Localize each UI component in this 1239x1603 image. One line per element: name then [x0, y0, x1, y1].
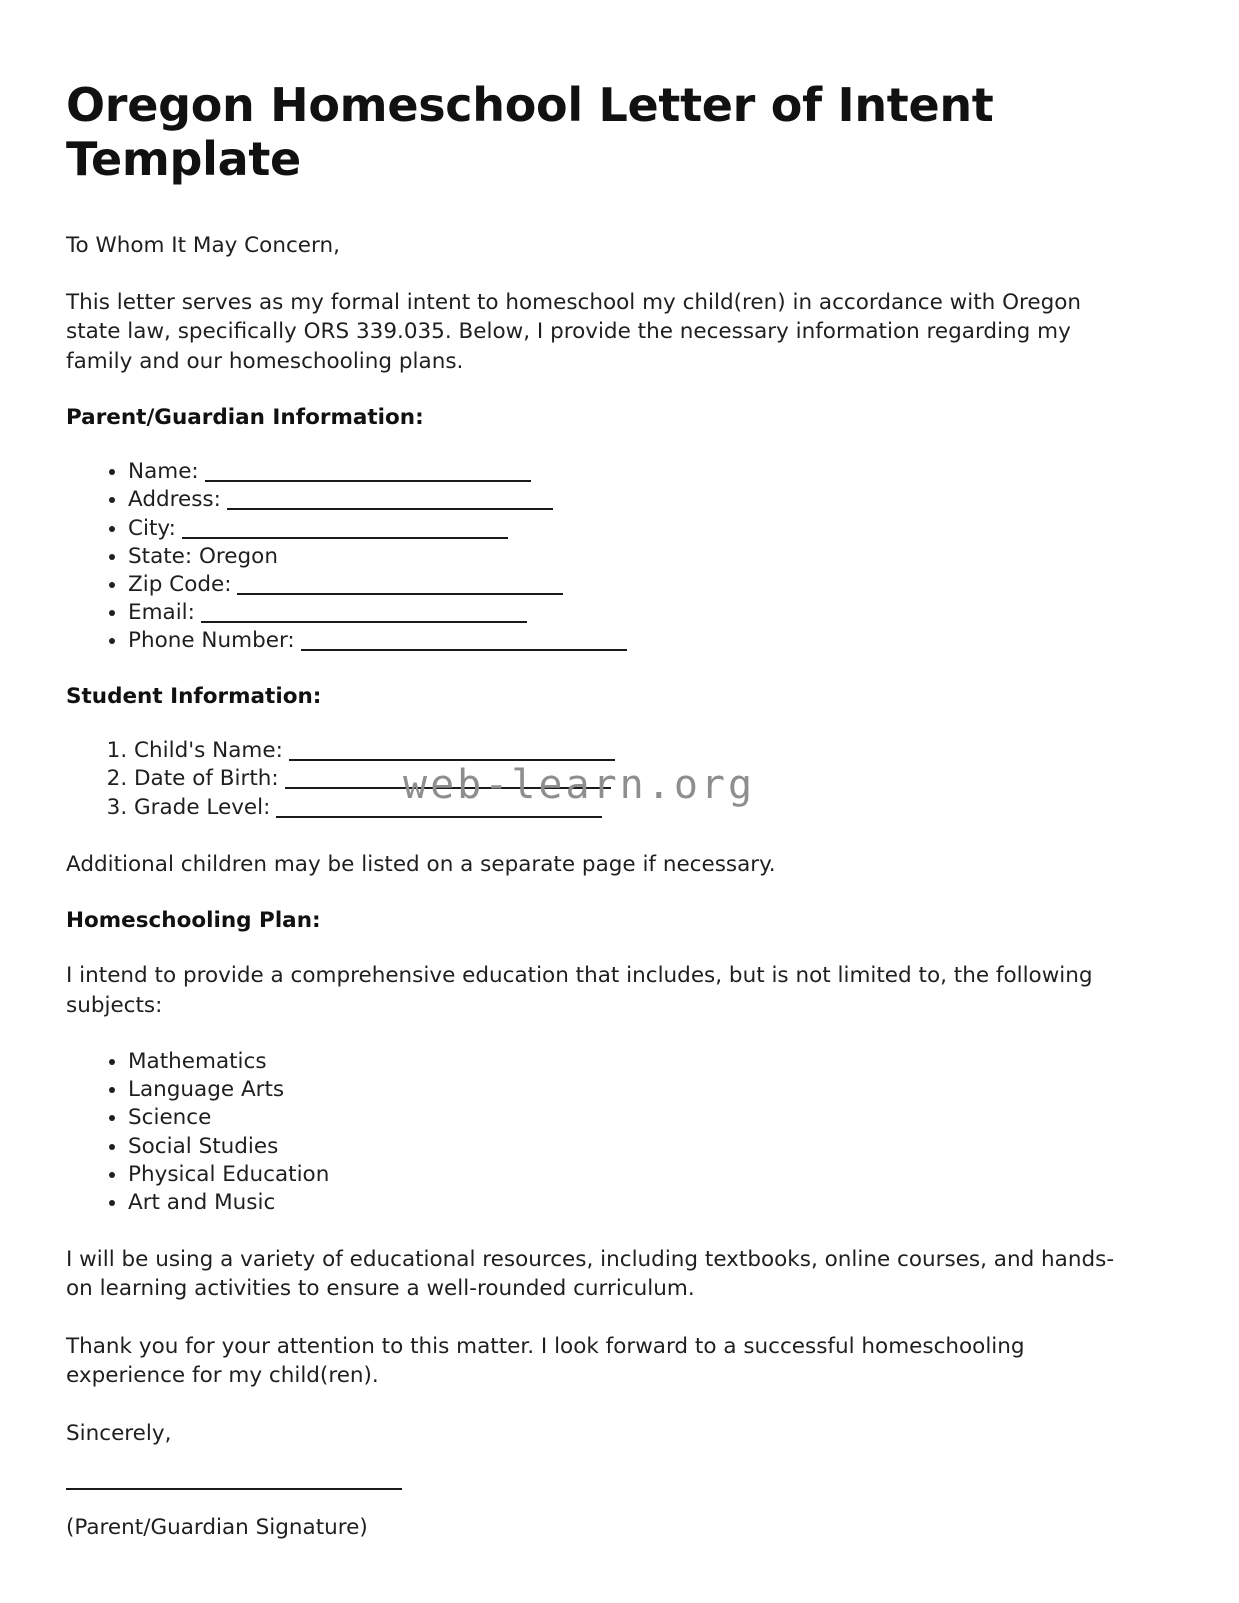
- list-item: [128, 543, 1131, 571]
- page-title: Oregon Homeschool Letter of Intent Template: [66, 78, 994, 187]
- list-item: • Social Studies: [128, 1133, 1131, 1161]
- list-item: [128, 458, 1131, 486]
- list-item: • Mathematics: [128, 1048, 1131, 1076]
- list-item: • Art and Music: [128, 1189, 1131, 1217]
- field-label: Phone Number:: [128, 628, 295, 654]
- fill-in-blank-phone-number[interactable]: [301, 649, 627, 651]
- field-label: City:: [128, 515, 176, 541]
- fill-in-blank-city[interactable]: [182, 537, 508, 539]
- student-information-heading: Student Information:: [66, 684, 322, 710]
- signature-caption: (Parent/Guardian Signature): [66, 1515, 368, 1541]
- list-item: [128, 486, 1131, 514]
- fill-in-blank-name[interactable]: [205, 480, 531, 482]
- homeschooling-plan-heading: Homeschooling Plan:: [66, 908, 321, 934]
- fill-in-blank-address[interactable]: [227, 508, 553, 510]
- field-label: State:: [128, 543, 193, 569]
- list-item: [134, 737, 1131, 765]
- list-item: • Physical Education: [128, 1161, 1131, 1189]
- list-item: [134, 765, 1131, 793]
- field-value-state: Oregon: [199, 543, 278, 569]
- list-item: • Science: [128, 1104, 1131, 1132]
- signature-line[interactable]: [66, 1488, 402, 1490]
- list-item: [128, 599, 1131, 627]
- salutation: To Whom It May Concern,: [66, 232, 340, 258]
- fill-in-blank-email[interactable]: [201, 621, 527, 623]
- sign-off: Sincerely,: [66, 1420, 172, 1446]
- student-field-list: [66, 737, 1131, 821]
- list-item: [128, 627, 1131, 655]
- site-watermark: web-learn.org: [403, 762, 756, 808]
- field-label: Name:: [128, 459, 199, 485]
- subjects-list: [66, 1048, 1131, 1217]
- parent-guardian-heading: Parent/Guardian Information:: [66, 405, 424, 431]
- thank-you-paragraph: Thank you for your attention to this matter. I look forward to a successful homeschooling experience for my child(ren).: [66, 1333, 1025, 1389]
- list-item: [134, 794, 1131, 822]
- intro-paragraph: This letter serves as my formal intent to homeschool my child(ren) in accordance with Oregon state law, specifically ORS 339.035. Below, I provide the necessary information regarding my family and our homeschooling plans.: [66, 289, 1082, 374]
- parent-guardian-field-list: [66, 458, 1131, 655]
- additional-children-note: Additional children may be listed on a separate page if necessary.: [66, 851, 776, 877]
- fill-in-blank-child-name[interactable]: [289, 759, 615, 761]
- field-label: Email:: [128, 600, 195, 626]
- field-label: Child's Name:: [134, 738, 283, 764]
- fill-in-blank-date-of-birth[interactable]: [285, 787, 611, 789]
- field-label: Zip Code:: [128, 571, 232, 597]
- field-label: Address:: [128, 487, 221, 513]
- list-item: • Language Arts: [128, 1076, 1131, 1104]
- plan-intro-paragraph: I intend to provide a comprehensive education that includes, but is not limited to, the following subjects:: [66, 963, 1093, 1018]
- fill-in-blank-zip-code[interactable]: [237, 593, 563, 595]
- fill-in-blank-grade-level[interactable]: [276, 816, 602, 818]
- resources-paragraph: I will be using a variety of educational resources, including textbooks, online courses, and hands-on learning activities to ensure a well-rounded curriculum.: [66, 1247, 1115, 1302]
- list-item: [128, 515, 1131, 543]
- list-item: [128, 571, 1131, 599]
- field-label: Date of Birth:: [134, 766, 279, 792]
- field-label: Grade Level:: [134, 794, 271, 820]
